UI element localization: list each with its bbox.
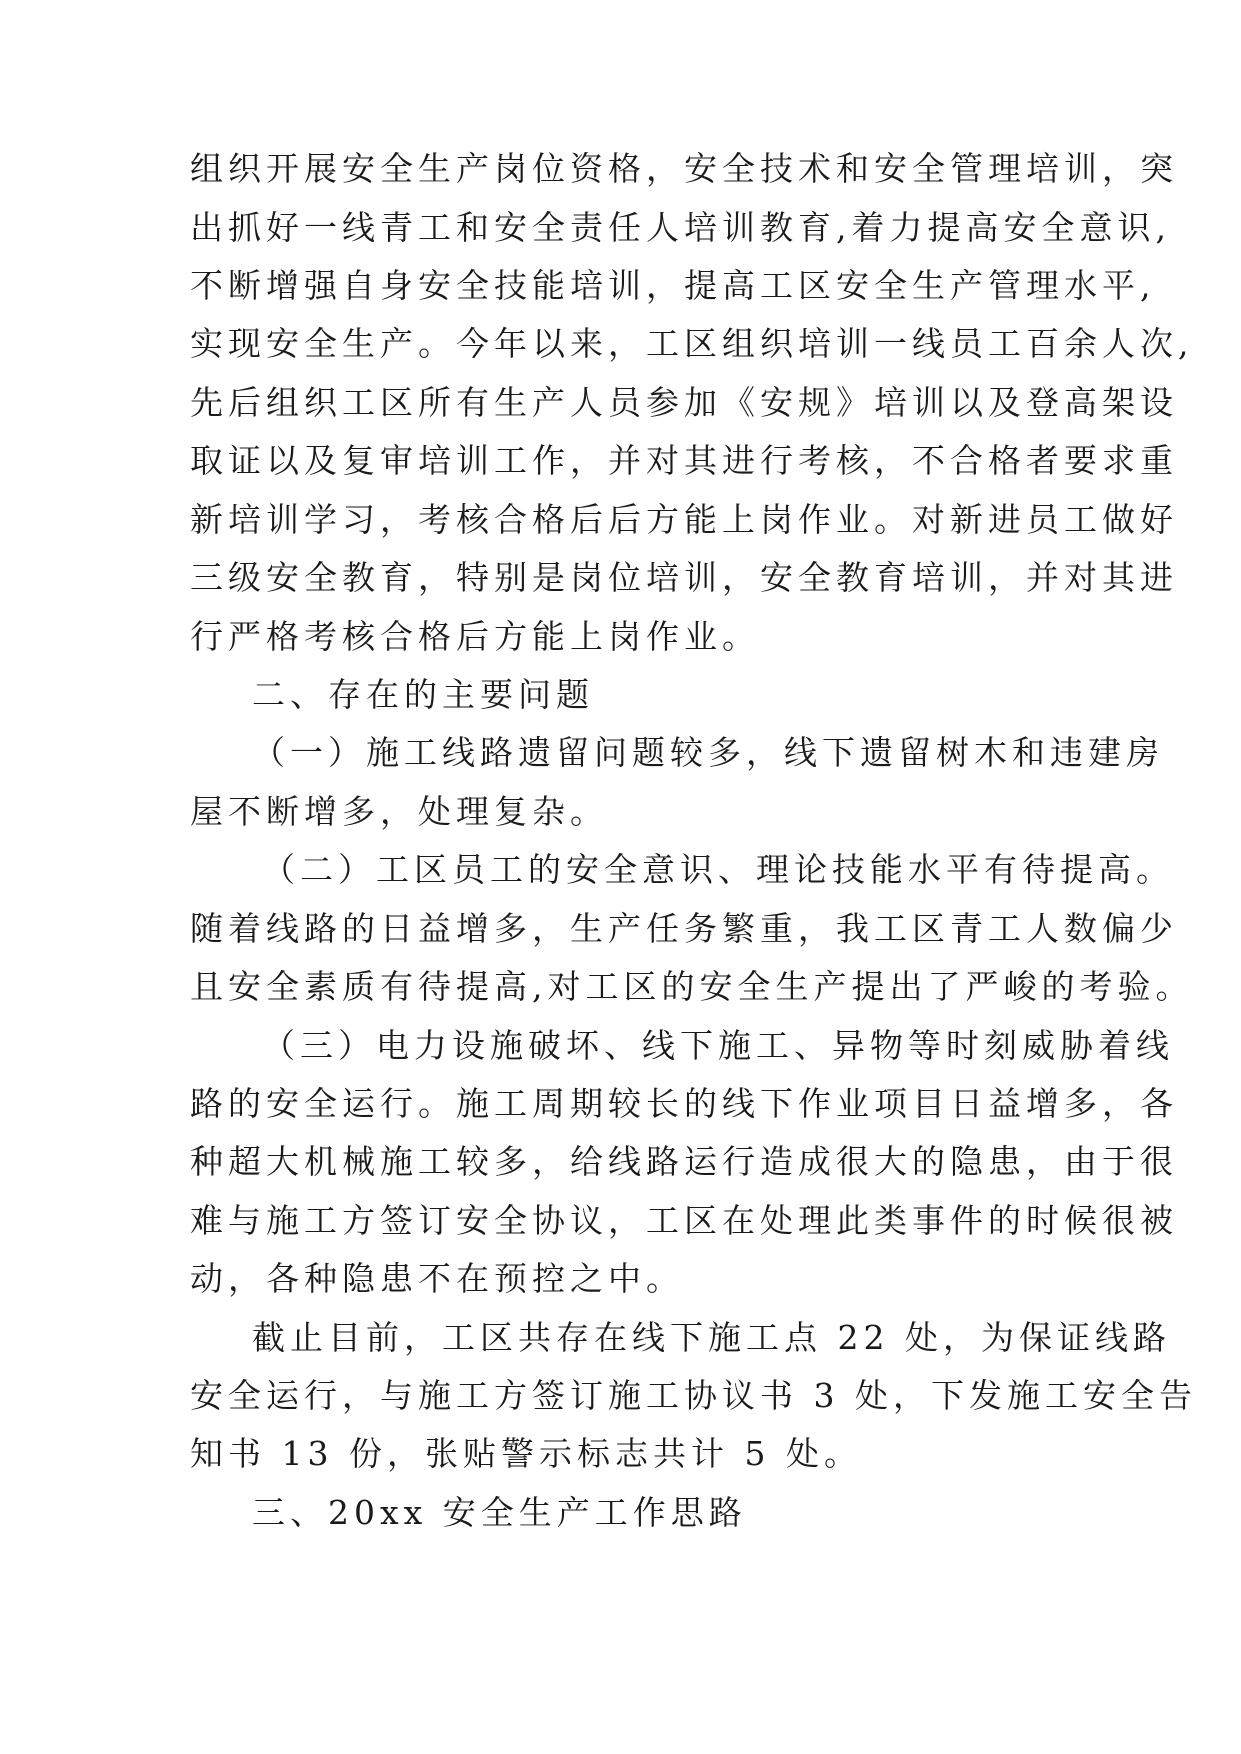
text-line: （二）工区员工的安全意识、理论技能水平有待提高。	[262, 850, 1174, 889]
text-line: 出抓好一线青工和安全责任人培训教育,着力提高安全意识,	[190, 208, 1171, 247]
text-line: 屋不断增多，处理复杂。	[190, 792, 608, 831]
text-line: 随着线路的日益增多，生产任务繁重，我工区青工人数偏少	[190, 909, 1178, 948]
text-line: 行严格考核合格后方能上岗作业。	[190, 617, 760, 656]
text-line: （一）施工线路遗留问题较多，线下遗留树木和违建房	[252, 733, 1164, 772]
text-line: 取证以及复审培训工作，并对其进行考核，不合格者要求重	[190, 441, 1178, 480]
text-line: 三级安全教育，特别是岗位培训，安全教育培训，并对其进	[190, 558, 1178, 597]
text-line: 种超大机械施工较多，给线路运行造成很大的隐患，由于很	[190, 1142, 1178, 1181]
text-line: （三）电力设施破坏、线下施工、异物等时刻威胁着线	[262, 1026, 1174, 1065]
text-line: 难与施工方签订安全协议，工区在处理此类事件的时候很被	[190, 1201, 1178, 1240]
text-line: 新培训学习，考核合格后后方能上岗作业。对新进员工做好	[190, 500, 1178, 539]
text-line: 知书 13 份，张贴警示标志共计 5 处。	[190, 1434, 862, 1473]
text-line: 先后组织工区所有生产人员参加《安规》培训以及登高架设	[190, 383, 1178, 422]
text-line: 截止目前，工区共存在线下施工点 22 处，为保证线路	[252, 1318, 1171, 1357]
text-line: 动，各种隐患不在预控之中。	[190, 1259, 684, 1298]
text-line: 安全运行，与施工方签订施工协议书 3 处，下发施工安全告	[190, 1376, 1197, 1415]
text-line: 且安全素质有待提高,对工区的安全生产提出了严峻的考验。	[190, 967, 1194, 1006]
text-line: 组织开展安全生产岗位资格，安全技术和安全管理培训，突	[190, 149, 1178, 188]
section-heading: 二、存在的主要问题	[252, 675, 594, 714]
section-heading: 三、20xx 安全生产工作思路	[252, 1493, 747, 1532]
text-line: 实现安全生产。今年以来，工区组织培训一线员工百余人次,	[190, 324, 1194, 363]
text-line: 路的安全运行。施工周期较长的线下作业项目日益增多，各	[190, 1084, 1178, 1123]
text-line: 不断增强自身安全技能培训，提高工区安全生产管理水平,	[190, 266, 1156, 305]
